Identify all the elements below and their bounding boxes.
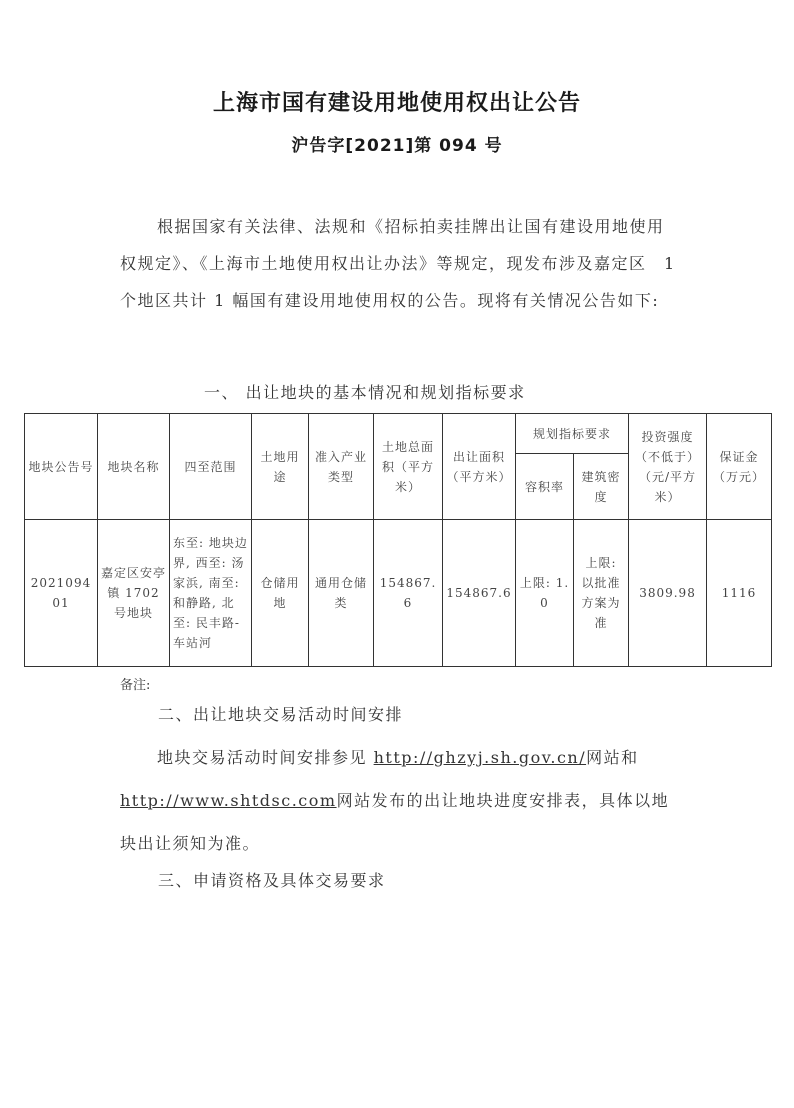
schedule-mid: 网站和 [586, 748, 639, 767]
link-shtdsc[interactable]: http://www.shtdsc.com [120, 791, 337, 810]
cell-deposit: 1116 [707, 520, 772, 667]
plot-info-table [24, 413, 772, 667]
header-deposit: 保证金（万元） [707, 414, 772, 520]
section-heading-1: 一、 出让地块的基本情况和规划指标要求 [204, 383, 526, 402]
link-ghzyj[interactable]: http://ghzyj.sh.gov.cn/ [373, 748, 587, 767]
cell-boundaries: 东至: 地块边界, 西至: 汤家浜, 南至: 和静路, 北至: 民丰路-车站河 [170, 520, 252, 667]
page-title: 上海市国有建设用地使用权出让公告 [212, 91, 581, 116]
cell-plot-name: 嘉定区安亭镇 1702 号地块 [98, 520, 170, 667]
cell-land-use: 仓储用地 [252, 520, 309, 667]
header-investment: 投资强度（不低于）（元/平方米） [629, 414, 707, 520]
header-transfer-area: 出让面积（平方米） [443, 414, 516, 520]
header-planning: 规划指标要求 [516, 414, 629, 454]
intro-paragraph: 根据国家有关法律、法规和《招标拍卖挂牌出让国有建设用地使用权规定》、《上海市土地使用权出让办法》等规定，现发布涉及嘉定区 1 个地区共计 1 幅国有建设用地使用权的公告。现将有关情况公告如下: [120, 217, 676, 310]
section-heading-3: 三、申请资格及具体交易要求 [158, 871, 386, 890]
schedule-suffix: 网站发布的出让地块进度安排表，具体以地块出让须知为准。 [120, 791, 670, 853]
header-boundaries: 四至范围 [170, 414, 252, 520]
header-total-area: 土地总面积（平方米） [374, 414, 443, 520]
cell-plot-no: 202109401 [25, 520, 98, 667]
header-far: 容积率 [516, 454, 574, 520]
table-note: 备注: [120, 678, 151, 693]
cell-industry: 通用仓储类 [309, 520, 374, 667]
cell-total-area: 154867.6 [374, 520, 443, 667]
section-heading-2: 二、出让地块交易活动时间安排 [158, 705, 404, 724]
cell-density: 上限: 以批准方案为准 [574, 520, 629, 667]
header-land-use: 土地用途 [252, 414, 309, 520]
cell-far: 上限: 1.0 [516, 520, 574, 667]
header-industry: 准入产业类型 [309, 414, 374, 520]
header-density: 建筑密度 [574, 454, 629, 520]
table-row [25, 520, 772, 667]
schedule-paragraph [120, 736, 680, 865]
document-number: 沪告字[2021]第 094 号 [291, 136, 503, 156]
schedule-prefix: 地块交易活动时间安排参见 [157, 748, 374, 767]
cell-transfer-area: 154867.6 [443, 520, 516, 667]
header-plot-name: 地块名称 [98, 414, 170, 520]
header-plot-no: 地块公告号 [25, 414, 98, 520]
cell-investment: 3809.98 [629, 520, 707, 667]
